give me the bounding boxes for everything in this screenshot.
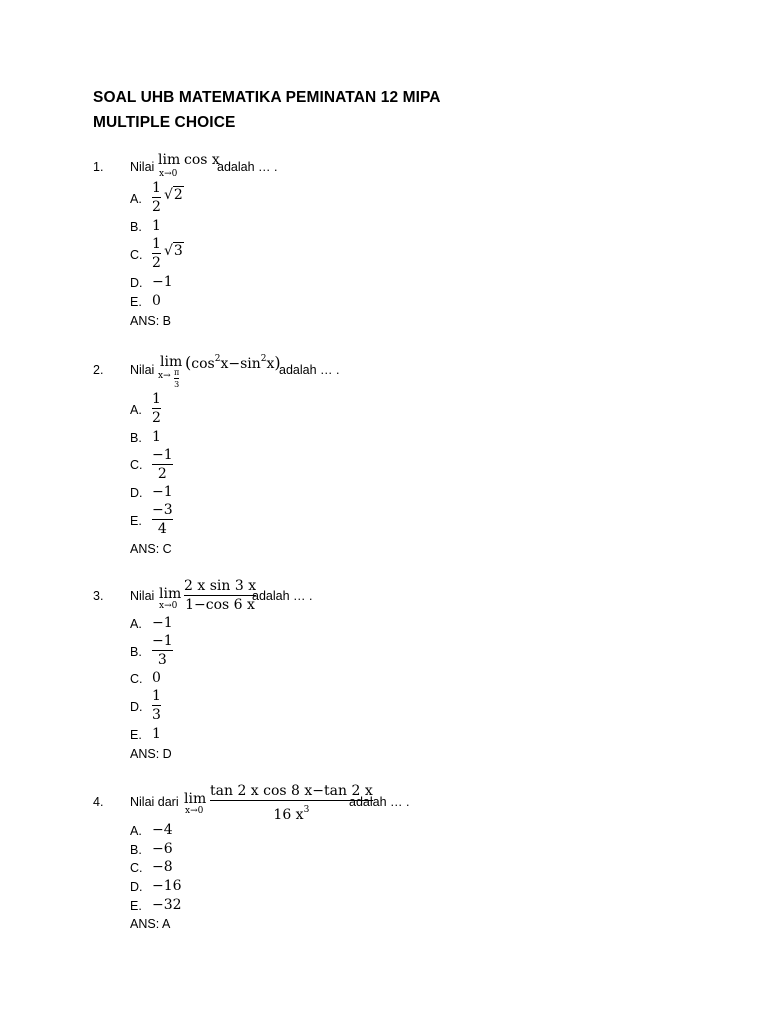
fraction-numerator: 2 x sin 3 x <box>184 578 257 594</box>
expression-part: cos <box>191 356 215 372</box>
option-label: A. <box>130 617 142 631</box>
option-label: E. <box>130 295 142 309</box>
page-subtitle: MULTIPLE CHOICE <box>93 114 236 131</box>
option-sqrt: √2 <box>164 187 183 203</box>
question-prefix: Nilai <box>130 160 155 174</box>
option-label: E. <box>130 899 142 913</box>
question-suffix: adalah … . <box>217 160 278 174</box>
limit-fraction <box>184 578 256 613</box>
fraction-denominator: 3 <box>174 380 180 389</box>
left-paren: ( <box>185 353 192 372</box>
fraction-denominator: 3 <box>152 707 161 723</box>
question-prefix: Nilai dari <box>130 795 179 809</box>
option-label: C. <box>130 458 143 472</box>
fraction-denominator: 2 <box>152 255 161 271</box>
option-label: C. <box>130 248 143 262</box>
fraction-bar <box>184 595 256 596</box>
fraction-denominator: 4 <box>157 521 167 537</box>
question-number: 4. <box>93 795 104 809</box>
fraction-numerator: 1 <box>152 180 161 196</box>
option-label: C. <box>130 672 143 686</box>
question-prefix: Nilai <box>130 363 155 377</box>
option-label: A. <box>130 403 142 417</box>
fraction-denominator: 2 <box>152 410 161 426</box>
limit-subscript: x→0 <box>159 601 178 611</box>
sqrt-radicand: 2 <box>173 187 183 203</box>
fraction-bar <box>152 464 173 465</box>
option-value: 1 <box>152 726 161 742</box>
question-number: 1. <box>93 160 104 174</box>
fraction-numerator: 1 <box>152 391 161 407</box>
fraction-bar <box>152 519 173 520</box>
option-label: A. <box>130 192 142 206</box>
fraction-numerator: tan 2 x cos 8 x−tan 2 x <box>210 783 373 799</box>
option-label: E. <box>130 514 142 528</box>
limit-operator: lim <box>159 586 182 602</box>
option-fraction <box>152 447 173 482</box>
expression-part: x−sin <box>220 356 261 372</box>
fraction-numerator: 1 <box>152 236 161 252</box>
option-value: −8 <box>152 859 173 875</box>
answer-key: ANS: B <box>130 314 171 328</box>
answer-key: ANS: D <box>130 747 172 761</box>
option-fraction <box>152 633 173 668</box>
option-value: −1 <box>152 274 173 290</box>
fraction-denominator: 2 <box>152 199 161 215</box>
option-value: 0 <box>152 293 161 309</box>
question-suffix: adalah … . <box>279 363 340 377</box>
expression-part: x <box>266 356 275 372</box>
sqrt-radicand: 3 <box>173 243 183 259</box>
exponent: 3 <box>303 805 310 815</box>
limit-operator: lim <box>184 791 207 807</box>
fraction-bar <box>152 253 161 254</box>
question-suffix: adalah … . <box>349 795 410 809</box>
fraction-numerator: −3 <box>152 502 173 518</box>
limit-expression <box>185 353 281 372</box>
fraction-bar <box>152 197 161 198</box>
option-label: D. <box>130 880 143 894</box>
fraction-bar <box>174 378 179 379</box>
limit-subscript-fraction <box>174 368 179 389</box>
option-fraction <box>152 688 161 723</box>
exponent: 2 <box>260 354 267 364</box>
fraction-bar <box>152 408 161 409</box>
question-prefix: Nilai <box>130 589 155 603</box>
right-paren: ) <box>274 353 281 372</box>
option-value: −4 <box>152 822 173 838</box>
option-label: D. <box>130 700 143 714</box>
question-suffix: adalah … . <box>252 589 313 603</box>
fraction-numerator: −1 <box>152 633 173 649</box>
option-sqrt: √3 <box>164 243 183 259</box>
fraction-denominator: 3 <box>157 652 167 668</box>
fraction-denominator <box>273 802 309 823</box>
question-number: 2. <box>93 363 104 377</box>
fraction-denominator: 1−cos 6 x <box>185 597 255 613</box>
option-value: 1 <box>152 218 161 234</box>
limit-subscript: x→0 <box>185 806 204 816</box>
option-label: D. <box>130 486 143 500</box>
question-number: 3. <box>93 589 104 603</box>
fraction-bar <box>152 650 173 651</box>
fraction-bar <box>152 705 161 706</box>
fraction-numerator: π <box>174 368 180 377</box>
answer-key: ANS: A <box>130 917 171 931</box>
option-label: E. <box>130 728 142 742</box>
option-label: A. <box>130 824 142 838</box>
answer-key: ANS: C <box>130 542 172 556</box>
option-fraction <box>152 236 161 271</box>
fraction-denominator: 2 <box>157 466 167 482</box>
option-fraction <box>152 502 173 537</box>
option-label: B. <box>130 645 142 659</box>
page-title: SOAL UHB MATEMATIKA PEMINATAN 12 MIPA <box>93 89 441 106</box>
option-value: 0 <box>152 670 161 686</box>
limit-subscript: x→ <box>158 371 171 381</box>
fraction-numerator: −1 <box>152 447 173 463</box>
denominator-base: 16 x <box>273 807 304 823</box>
option-label: D. <box>130 276 143 290</box>
option-label: B. <box>130 431 142 445</box>
option-value: −32 <box>152 897 182 913</box>
option-value: −16 <box>152 878 182 894</box>
option-fraction <box>152 391 161 426</box>
exponent: 2 <box>214 354 221 364</box>
limit-operator: lim <box>160 354 183 370</box>
option-fraction <box>152 180 161 215</box>
option-label: B. <box>130 220 142 234</box>
limit-operator: lim <box>158 152 181 168</box>
limit-subscript: x→0 <box>159 169 178 179</box>
fraction-numerator: 1 <box>152 688 161 704</box>
option-value: −6 <box>152 841 173 857</box>
limit-expression: cos x <box>184 152 220 168</box>
option-label: B. <box>130 843 142 857</box>
option-label: C. <box>130 861 143 875</box>
option-value: 1 <box>152 429 161 445</box>
option-value: −1 <box>152 484 173 500</box>
option-value: −1 <box>152 615 173 631</box>
